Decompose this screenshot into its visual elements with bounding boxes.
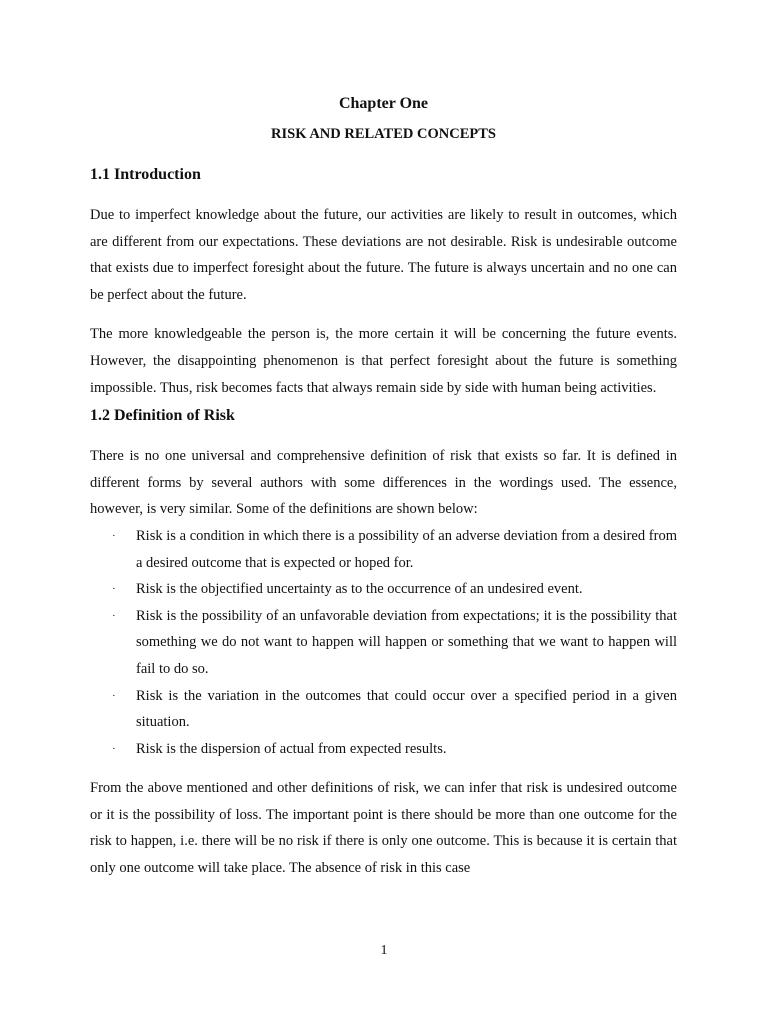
- list-item: [90, 603, 677, 683]
- bullet-marker: ·: [112, 529, 116, 542]
- paragraph-definition-intro: There is no one universal and comprehensive definition of risk that exists so far. It is defined in different forms by several authors with some differences in the wordings used. The essence, however, is very similar. Some of the definitions are shown below:: [90, 448, 677, 518]
- section-heading-introduction: 1.1 Introduction: [90, 166, 201, 183]
- definition-list: [90, 523, 677, 762]
- bullet-marker: ·: [112, 583, 116, 596]
- page-number: 1: [380, 943, 388, 958]
- chapter-subtitle: RISK AND RELATED CONCEPTS: [271, 126, 496, 142]
- list-item-text: Risk is a condition in which there is a possibility of an adverse deviation from a desired from a desired outcome that is expected or hoped for.: [136, 527, 677, 571]
- bullet-marker: ·: [112, 609, 116, 622]
- section-heading-definition-of-risk: 1.2 Definition of Risk: [90, 407, 235, 425]
- list-item-text: Risk is the objectified uncertainty as to the occurrence of an undesired event.: [136, 581, 583, 598]
- paragraph-definition-closing: From the above mentioned and other definitions of risk, we can infer that risk is undesired outcome or it is the possibility of loss. The important point is there should be more than one outcome for the risk to happen, i.e. there will be no risk if there is only one outcome. This is because it is certain that only one outcome will take place. The absence of risk in this case: [90, 780, 677, 877]
- list-item: [90, 576, 677, 603]
- paragraph-introduction-1: Due to imperfect knowledge about the future, our activities are likely to result in outcomes, which are different from our expectations. These deviations are not desirable. Risk is undesirable outcome that exists due to imperfect foresight about the future. The future is always uncertain and no one can be perfect about the future.: [90, 207, 677, 303]
- bullet-marker: ·: [112, 742, 116, 755]
- list-item: [90, 736, 677, 763]
- list-item: [90, 523, 677, 576]
- bullet-marker: ·: [112, 689, 116, 702]
- list-item-text: Risk is the dispersion of actual from expected results.: [136, 740, 447, 757]
- list-item-text: Risk is the possibility of an unfavorable deviation from expectations; it is the possibility that something we do not want to happen will happen or something that we want to happen will fail to do so.: [136, 607, 677, 677]
- list-item: [90, 683, 677, 736]
- page-content: [90, 91, 677, 882]
- paragraph-introduction-2: The more knowledgeable the person is, the more certain it will be concerning the future events. However, the disappointing phenomenon is that perfect foresight about the future is something impossible. Thus, risk becomes facts that always remain side by side with human being activities.: [90, 326, 677, 396]
- chapter-title: Chapter One: [338, 95, 429, 112]
- list-item-text: Risk is the variation in the outcomes that could occur over a specified period in a given situation.: [136, 687, 677, 731]
